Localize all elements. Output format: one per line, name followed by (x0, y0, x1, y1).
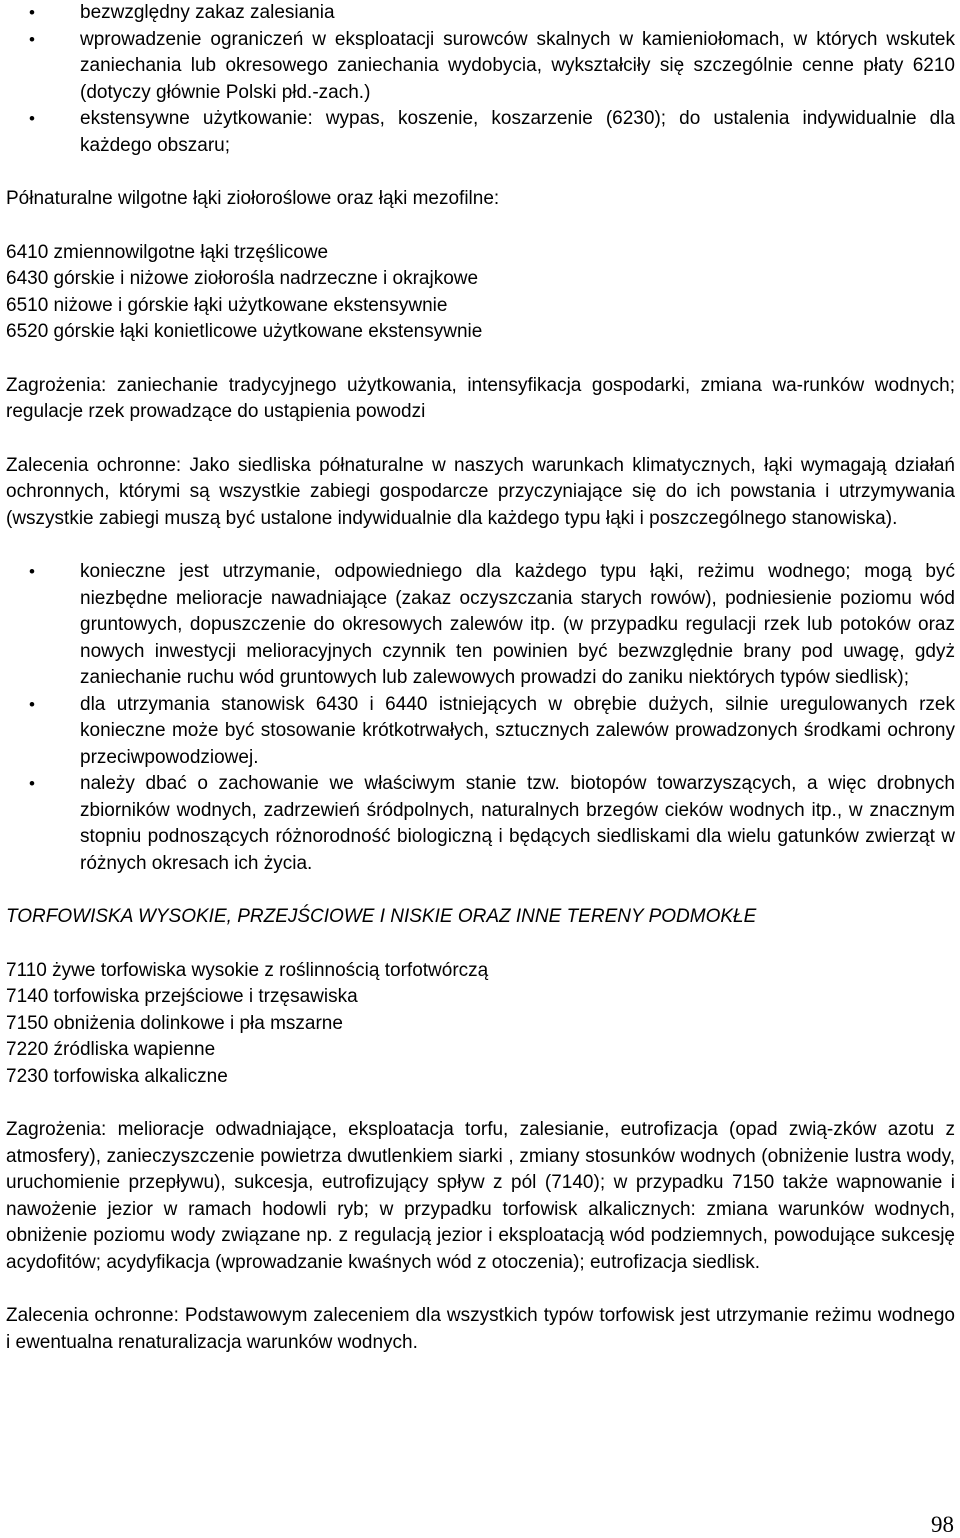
habitat-item: 7220 źródliska wapienne (6, 1039, 216, 1060)
list-item: • należy dbać o zachowanie we właściwym stanie tzw. biotopów towarzyszących, a więc drobnych zbiorników wodnych, zadrzewień śródpolnych, naturalnych brzegów cieków wodnych itp., w znacznym stopniu podnoszących różnorodność biologiczną i będących siedliskami dla wielu gatunków zwierząt w różnych okresach ich życia. (6, 771, 955, 877)
document-page (6, 0, 955, 1356)
top-bullet-list (6, 0, 955, 159)
habitat-list-peatlands (6, 958, 955, 1091)
recommendations-paragraph: Zalecenia ochronne: Jako siedliska półnaturalne w naszych warunkach klimatycznych, łąki wymagają działań ochronnych, którymi są wszystkie zabiegi gospodarcze przyczyniające się do ich powstania i utrzymywania (wszystkie zabiegi muszą być ustalone indywidualnie dla każdego typu łąki i poszczególnego stanowiska). (6, 454, 955, 529)
habitat-list-meadows (6, 240, 955, 346)
habitat-item: 7150 obniżenia dolinkowe i pła mszarne (6, 1012, 343, 1034)
habitat-item: 7110 żywe torfowiska wysokie z roślinnością torfotwórczą (6, 959, 489, 981)
list-item: • konieczne jest utrzymanie, odpowiedniego dla każdego typu łąki, reżimu wodnego; mogą być niezbędne melioracje nawadniające (zakaz oczyszczania starych rowów), podniesienie poziomu wód gruntowych, dopuszczenie do okresowych zalewów itp. (w przypadku regulacji rzek lub potoków oraz nowych inwestycji melioracyjnych czynnik ten powinien być bezwzględnie brany pod uwagę, gdyż zaniechanie ruchu wód gruntowych lub zalewowych prowadzi do zaniku niektórych typów siedlisk); (6, 559, 955, 692)
habitat-item: 6520 górskie łąki konietlicowe użytkowane ekstensywnie (6, 321, 483, 342)
habitat-item: 6510 niżowe i górskie łąki użytkowane ekstensywnie (6, 294, 448, 316)
habitat-item: 7230 torfowiska alkaliczne (6, 1065, 228, 1087)
habitat-item: 6430 górskie i niżowe ziołorośla nadrzeczne i okrajkowe (6, 268, 479, 289)
recommendations-paragraph: Zalecenia ochronne: Podstawowym zaleceniem dla wszystkich typów torfowisk jest utrzymanie reżimu wodnego i ewentualna renaturalizacja warunków wodnych. (6, 1305, 955, 1353)
recommendations-bullet-list (6, 559, 955, 877)
section-heading: TORFOWISKA WYSOKIE, PRZEJŚCIOWE I NISKIE ORAZ INNE TERENY PODMOKŁE (6, 906, 757, 927)
list-item: • wprowadzenie ograniczeń w eksploatacji surowców skalnych w kamieniołomach, w których wskutek zaniechania lub okresowego zaniechania wydobycia, wykształciły się szczególnie cenne płaty 6210 (dotyczy głównie Polski płd.-zach.) (6, 27, 955, 107)
section-subtitle: Półnaturalne wilgotne łąki ziołoroślowe oraz łąki mezofilne: (6, 188, 500, 209)
threats-paragraph: Zagrożenia: melioracje odwadniające, eksploatacja torfu, zalesianie, eutrofizacja (opad zwią-zków azotu z atmosfery), zanieczyszczenie powietrza dwutlenkiem siarki , zmiany stosunków wodnych (obniżenie lustra wody, uruchomienie przepływu), sukcesja, eutrofizujący spływ z pól (7140); w przypadku 7150 także wapnowanie i nawożenie jezior w ramach hodowli ryb; w przypadku torfowisk alkalicznych: zmiana warunków wodnych, obniżenie poziomu wody związane np. z regulacją jezior i eksploatacją wód podziemnych, powodujące sukcesję acydofitów; acydyfikacja (wprowadzanie kwaśnych wód z otoczenia); eutrofizacja siedlisk. (6, 1119, 955, 1273)
threats-paragraph: Zagrożenia: zaniechanie tradycyjnego użytkowania, intensyfikacja gospodarki, zmiana wa-runków wodnych; regulacje rzek prowadzące do ustąpienia powodzi (6, 374, 955, 422)
habitat-item: 7140 torfowiska przejściowe i trzęsawiska (6, 986, 358, 1007)
list-item: • ekstensywne użytkowanie: wypas, koszenie, koszarzenie (6230); do ustalenia indywidualnie dla każdego obszaru; (6, 106, 955, 159)
page-number: 98 (931, 1512, 954, 1537)
habitat-item: 6410 zmiennowilgotne łąki trzęślicowe (6, 241, 329, 263)
list-item: • bezwzględny zakaz zalesiania (6, 0, 955, 27)
list-item: • dla utrzymania stanowisk 6430 i 6440 istniejących w obrębie dużych, silnie uregulowanych rzek konieczne może być stosowanie krótkotrwałych, sztucznych zalewów prowadzonych środkami ochrony przeciwpowodziowej. (6, 692, 955, 772)
